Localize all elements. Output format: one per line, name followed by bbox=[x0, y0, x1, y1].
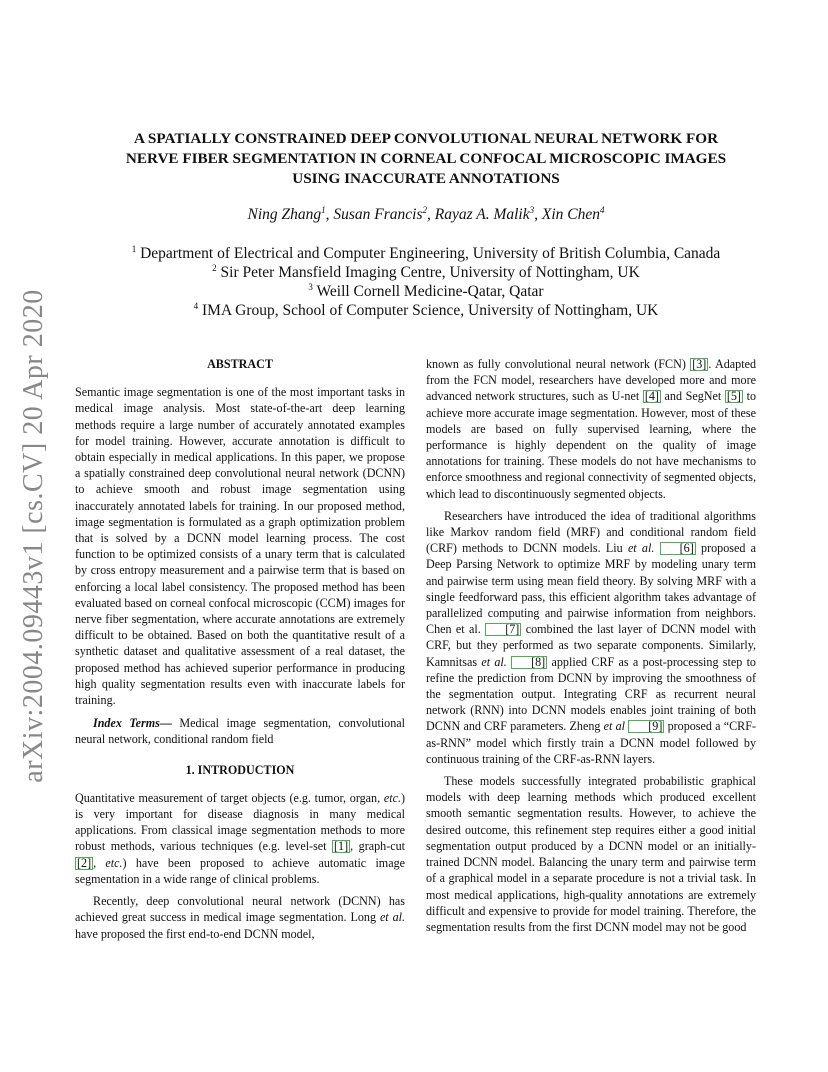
paper-title bbox=[60, 129, 792, 189]
arxiv-identifier: arXiv:2004.09443v1 [cs.CV] 20 Apr 2020 bbox=[18, 289, 49, 783]
affiliation-list bbox=[60, 244, 792, 320]
title-line: A SPATIALLY CONSTRAINED DEEP CONVOLUTIONAL NEURAL NETWORK FOR bbox=[133, 130, 719, 147]
right-column bbox=[426, 356, 756, 935]
affiliation bbox=[60, 301, 792, 320]
text-run: Recently, deep convolutional neural network (DCNN) has achieved great success in medical image segmentation. Long bbox=[75, 894, 405, 925]
affil-text: Weill Cornell Medicine-Qatar, Qatar bbox=[316, 283, 544, 300]
intro-paragraph-4 bbox=[426, 508, 756, 767]
index-terms bbox=[75, 715, 405, 747]
author-affil-marker: 3 bbox=[529, 204, 535, 215]
citation-link[interactable]: [4] bbox=[644, 389, 659, 404]
author-name: Rayaz A. Malik bbox=[434, 206, 530, 223]
citation-link[interactable]: [5] bbox=[726, 389, 741, 404]
title-line: USING INACCURATE ANNOTATIONS bbox=[292, 170, 560, 187]
text-run: to achieve more accurate image segmentation. However, most of these models are based on fully supervised learning, where the performance is highly dependent on the quality of image annotations for training. These models do not have mechanisms to enforce smoothness and regional connectivity of segmented objects, which lead to discontinuously segmented objects. bbox=[426, 389, 756, 501]
author-name: Susan Francis bbox=[333, 206, 423, 223]
text-run: applied CRF as a post-processing step to refine the prediction from DCNN by improving the smoothness of the segmentation output. Integrating CRF as recurrent neural network (RNN) into DCNN models enables joint training of both DCNN and CRF parameters. Zheng bbox=[426, 654, 756, 734]
index-terms-text: Medical image segmentation, convolutional neural network, conditional random field bbox=[75, 716, 406, 747]
affiliation bbox=[60, 244, 792, 263]
text-run: proposed a Deep Parsing Network to optimize MRF by modeling unary term and pairwise term using mean field theory. By solving MRF with a single feedforward pass, this efficient algorithm takes advantage of parallelized computing and pairwise information from neighbors. Chen et al. bbox=[426, 541, 757, 637]
author-name: Xin Chen bbox=[541, 206, 600, 223]
text-run: . Adapted from the FCN model, researchers have developed more and more advanced network structures, such as U-net bbox=[426, 357, 756, 404]
text-run: , graph-cut bbox=[350, 839, 406, 854]
author-affil-marker: 2 bbox=[422, 204, 428, 215]
author-affil-marker: 1 bbox=[321, 204, 326, 215]
affil-marker: 2 bbox=[212, 262, 217, 273]
text-run: known as fully convolutional neural network (FCN) bbox=[426, 357, 691, 371]
text-run: et al. bbox=[481, 654, 507, 669]
abstract-text: Semantic image segmentation is one of the most important tasks in medical image analysis. Most state-of-the-art deep learning methods require a large number of accurately annotated examples for model training. However, accurate annotation is difficult to obtain especially in medical applications. In this paper, we propose a spatially constrained deep convolutional neural network (DCNN) to achieve smooth and robust image segmentation using inaccurately annotated labels for training. In our proposed method, image segmentation is formulated as a graph optimization problem that is solved by a DCNN model learning process. The cost function to be optimized consists of a unary term that is calculated by cross entropy measurement and a pairwise term that is based on enforcing a local label consistency. The proposed method has been evaluated based on corneal confocal microscopic (CCM) images for nerve fiber segmentation, where accurate annotations are extremely difficult to be obtained. Based on both the quantitative result of a synthetic dataset and qualitative assessment of a real dataset, the proposed method has achieved superior performance in producing high quality segmentation results even with inaccurate labels for training. bbox=[75, 385, 405, 708]
affil-marker: 4 bbox=[193, 300, 199, 311]
affiliation bbox=[60, 263, 792, 282]
citation-link[interactable]: [1] bbox=[334, 839, 349, 854]
affiliation bbox=[60, 282, 792, 301]
intro-paragraph-2 bbox=[75, 893, 405, 942]
author-affil-marker: 4 bbox=[600, 204, 605, 215]
text-run: et al. bbox=[379, 910, 406, 925]
title-line: NERVE FIBER SEGMENTATION IN CORNEAL CONFOCAL MICROSCOPIC IMAGES bbox=[125, 150, 727, 167]
intro-paragraph-5: These models successfully integrated probabilistic graphical models with deep learning methods which produced excellent smooth semantic segmentation results. However, to achieve the desired outcome, this refinement step requires either a good initial segmentation output produced by a DCNN model or an initially-trained DCNN model. Balancing the unary term and pairwise term of a graphical model in a separate procedure is not a trivial task. In most medical applications, high-quality annotations are extremely difficult and expensive to provide for model training. Therefore, the segmentation results from the first DCNN model may not be good bbox=[426, 774, 756, 934]
text-run: , bbox=[93, 855, 106, 870]
introduction-heading: 1. INTRODUCTION bbox=[185, 762, 295, 777]
text-run: ) is very important for disease diagnosis in many medical applications. From classical image segmentation methods to more robust methods, various techniques (e.g. level-set bbox=[75, 790, 405, 854]
citation-link[interactable]: [8] bbox=[511, 656, 547, 669]
text-run: combined the last layer of DCNN model with CRF, but they performed as two separate components. Similarly, Kamnitsas bbox=[426, 622, 756, 669]
text-run: Quantitative measurement of target objects (e.g. tumor, organ, bbox=[75, 790, 384, 805]
intro-paragraph-3 bbox=[426, 356, 756, 502]
citation-link[interactable]: [6] bbox=[660, 542, 696, 555]
text-run: and SegNet bbox=[660, 389, 725, 404]
text-run: ) have been proposed to achieve automatic image segmentation in a wide range of clinical problems. bbox=[75, 855, 405, 886]
text-run: proposed a “CRF-as-RNN” model which firstly train a DCNN model followed by continuous training of the CRF-as-RNN layers. bbox=[426, 719, 756, 766]
index-terms-label: Index Terms— bbox=[93, 716, 172, 731]
affil-text: IMA Group, School of Computer Science, University of Nottingham, UK bbox=[202, 302, 659, 319]
author-name: Ning Zhang bbox=[247, 206, 322, 223]
citation-link[interactable]: [2] bbox=[77, 855, 92, 870]
abstract-heading: ABSTRACT bbox=[207, 357, 273, 371]
intro-paragraph-1 bbox=[75, 790, 405, 887]
affil-text: Department of Electrical and Computer Engineering, University of British Columbia, Canada bbox=[140, 245, 721, 262]
affil-marker: 1 bbox=[131, 243, 137, 254]
text-run: Researchers have introduced the idea of traditional algorithms like Markov random field (MRF) and conditional random field (CRF) methods to DCNN models. Liu bbox=[426, 508, 756, 556]
text-run: et al. bbox=[627, 541, 655, 556]
affil-text: Sir Peter Mansfield Imaging Centre, University of Nottingham, UK bbox=[220, 264, 640, 281]
citation-link[interactable]: [9] bbox=[628, 720, 664, 733]
citation-link[interactable]: [7] bbox=[485, 623, 521, 636]
left-column bbox=[75, 356, 405, 942]
text-run: etc. bbox=[383, 790, 401, 805]
citation-link[interactable]: [3] bbox=[692, 357, 707, 371]
author-list: Ning Zhang$^1$, Susan Francis$^2$, Rayaz A. Malik$^3$, Xin Chen$^4$ bbox=[247, 204, 605, 223]
affil-marker: 3 bbox=[308, 281, 313, 292]
text-run: have proposed the first end-to-end DCNN model, bbox=[75, 926, 315, 941]
text-run: etc. bbox=[105, 855, 123, 870]
text-run: et al bbox=[603, 719, 626, 734]
